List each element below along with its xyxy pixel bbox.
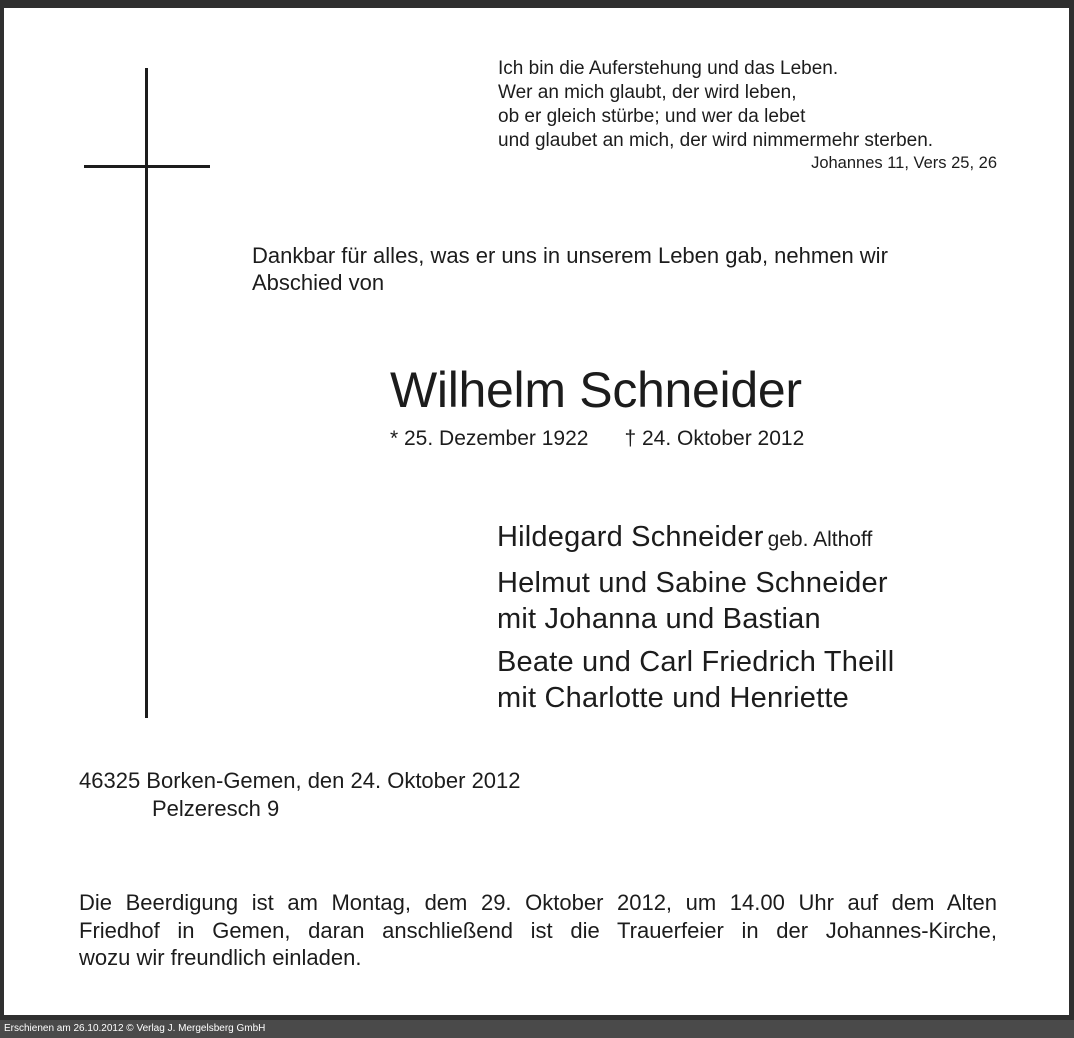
birth-date: * 25. Dezember 1922 (390, 427, 589, 450)
funeral-notice (79, 889, 997, 972)
widow-maiden-name: geb. Althoff (767, 528, 873, 551)
verse-line: Ich bin die Auferstehung und das Leben. (498, 58, 839, 79)
mourner-line: mit Charlotte und Henriette (497, 682, 849, 714)
mourners-list (497, 519, 1057, 723)
intro-text (252, 242, 972, 296)
mourner-line: Helmut und Sabine Schneider (497, 567, 888, 599)
mourner-line (497, 519, 1057, 558)
funeral-line: Die Beerdigung ist am Montag, dem 29. Oktober 2012, um 14.00 Uhr auf dem Alten (79, 890, 997, 915)
place-and-date: 46325 Borken-Gemen, den 24. Oktober 2012 (79, 768, 521, 793)
widow-name: Hildegard Schneider (497, 521, 764, 553)
mourner-line: mit Johanna und Bastian (497, 603, 821, 635)
publication-footer: Erschienen am 26.10.2012 © Verlag J. Mergelsberg GmbH (0, 1020, 1074, 1038)
verse-line: und glaubet an mich, der wird nimmermehr sterben. (498, 130, 934, 151)
mourner-line: Beate und Carl Friedrich Theill (497, 646, 895, 678)
street-address: Pelzeresch 9 (152, 796, 280, 821)
verse-line: Wer an mich glaubt, der wird leben, (498, 82, 797, 103)
mourner-group-widow (497, 519, 1057, 558)
verse-reference: Johannes 11, Vers 25, 26 (811, 154, 997, 172)
mourner-group-helmut (497, 565, 1057, 637)
funeral-line: Friedhof in Gemen, daran anschließend ist die Trauerfeier in der Johannes-Kirche, (79, 917, 997, 943)
funeral-line: wozu wir freundlich einladen. (79, 945, 362, 970)
life-dates (390, 425, 804, 453)
intro-line: Dankbar für alles, was er uns in unserem Leben gab, nehmen wir (252, 243, 888, 268)
cross-horizontal-bar (84, 165, 210, 168)
verse-line: ob er gleich stürbe; und wer da lebet (498, 106, 806, 127)
intro-line: Abschied von (252, 270, 385, 295)
bible-verse (498, 57, 998, 153)
deceased-name: Wilhelm Schneider (390, 362, 802, 418)
mourner-group-beate (497, 644, 1057, 716)
death-date: † 24. Oktober 2012 (624, 427, 805, 450)
